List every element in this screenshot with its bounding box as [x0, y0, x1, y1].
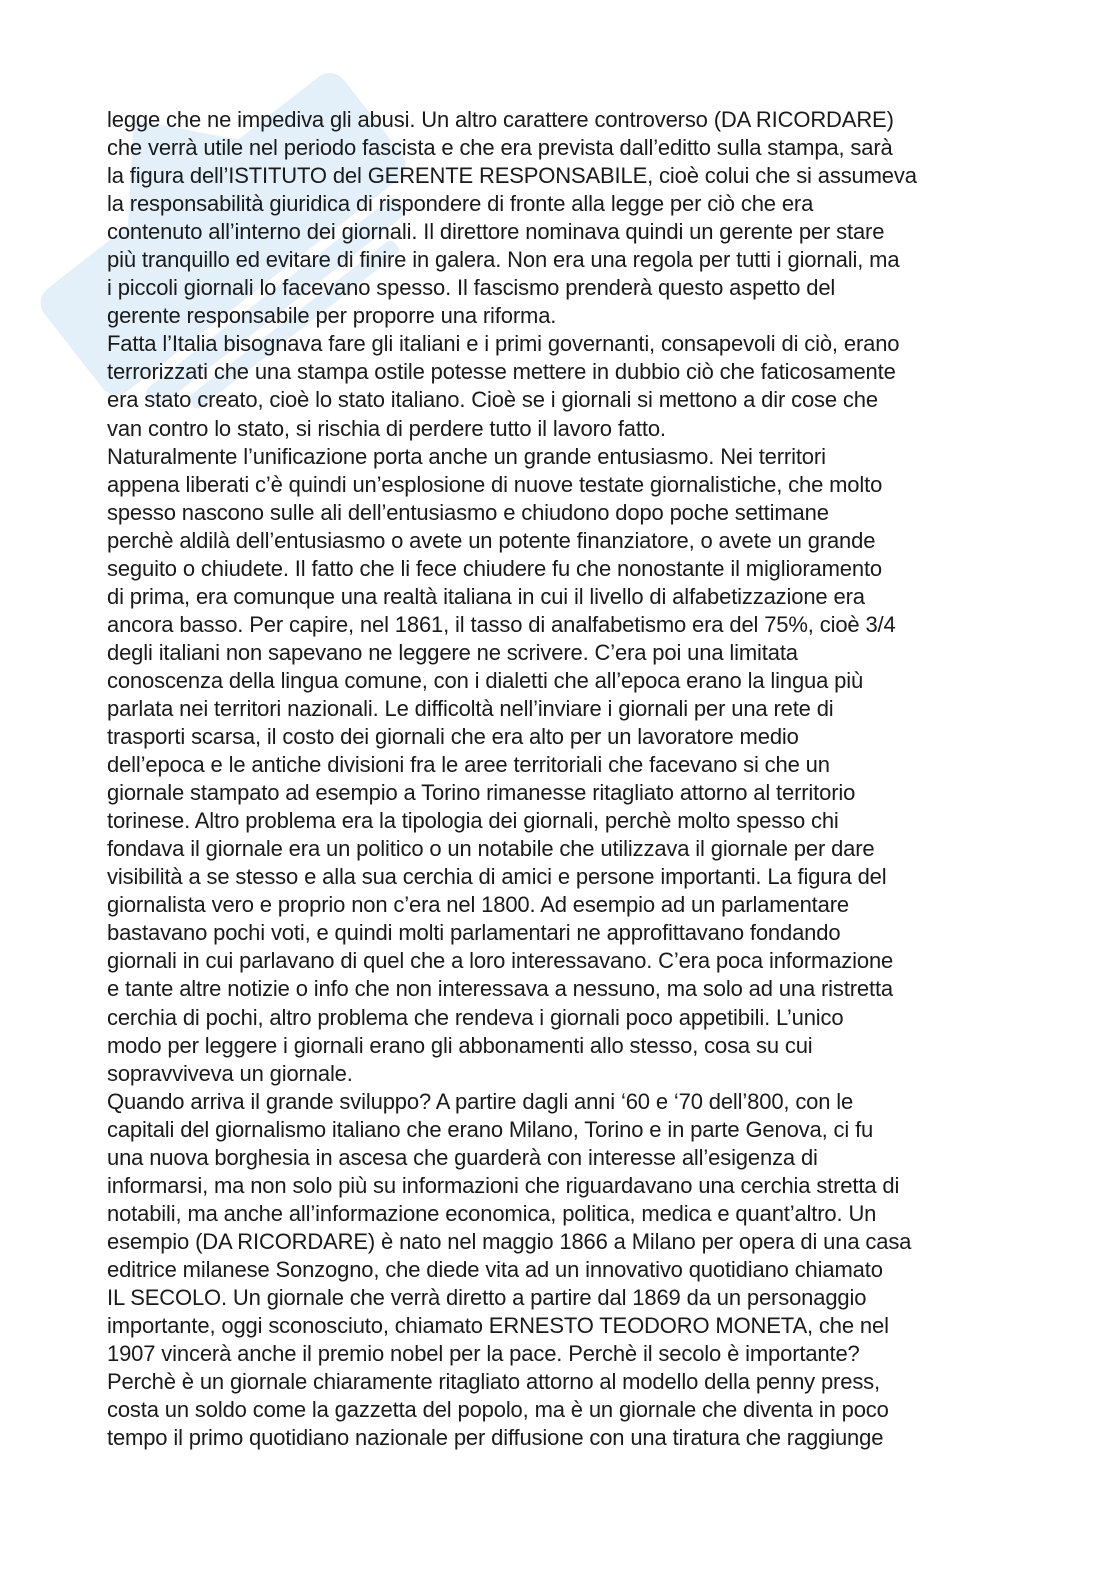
text-line: i piccoli giornali lo facevano spesso. Il fascismo prenderà questo aspetto del — [107, 275, 836, 301]
text-line: Naturalmente l’unificazione porta anche un grande entusiasmo. Nei territori — [107, 443, 826, 469]
text-line: informarsi, ma non solo più su informazioni che riguardavano una cerchia stretta di — [107, 1172, 900, 1198]
text-line: van contro lo stato, si rischia di perdere tutto il lavoro fatto. — [107, 415, 666, 441]
text-line: degli italiani non sapevano ne leggere ne scrivere. C’era poi una limitata — [107, 639, 798, 665]
text-line: la responsabilità giuridica di rispondere di fronte alla legge per ciò che era — [107, 191, 814, 217]
text-line: e tante altre notizie o info che non interessava a nessuno, ma solo ad una ristretta — [107, 976, 893, 1002]
text-line: di prima, era comunque una realtà italiana in cui il livello di alfabetizzazione era — [107, 583, 865, 609]
text-line: costa un soldo come la gazzetta del popolo, ma è un giornale che diventa in poco — [107, 1397, 889, 1423]
text-line: giornalista vero e proprio non c’era nel 1800. Ad esempio ad un parlamentare — [107, 892, 849, 918]
text-line: notabili, ma anche all’informazione economica, politica, medica e quant’altro. Un — [107, 1200, 877, 1226]
text-line: trasporti scarsa, il costo dei giornali che era alto per un lavoratore medio — [107, 724, 799, 750]
text-line: parlata nei territori nazionali. Le difficoltà nell’inviare i giornali per una rete di — [107, 695, 834, 721]
text-line: gerente responsabile per proporre una riforma. — [107, 303, 557, 329]
text-line: IL SECOLO. Un giornale che verrà diretto a partire dal 1869 da un personaggio — [107, 1284, 867, 1310]
text-line: editrice milanese Sonzogno, che diede vita ad un innovativo quotidiano chiamato — [107, 1256, 883, 1282]
text-line: contenuto all’interno dei giornali. Il direttore nominava quindi un gerente per stare — [107, 219, 885, 245]
text-line: Perchè è un giornale chiaramente ritagliato attorno al modello della penny press, — [107, 1369, 880, 1395]
text-line: perchè aldilà dell’entusiasmo o avete un potente finanziatore, o avete un grande — [107, 527, 876, 553]
text-line: appena liberati c’è quindi un’esplosione di nuove testate giornalistiche, che molto — [107, 471, 883, 497]
text-line: era stato creato, cioè lo stato italiano. Cioè se i giornali si mettono a dir cose che — [107, 387, 878, 413]
text-line: esempio (DA RICORDARE) è nato nel maggio 1866 a Milano per opera di una casa — [107, 1228, 912, 1254]
text-line: spesso nascono sulle ali dell’entusiasmo e chiudono dopo poche settimane — [107, 499, 829, 525]
text-line: seguito o chiudete. Il fatto che li fece chiudere fu che nonostante il miglioramento — [107, 555, 882, 581]
text-line: tempo il primo quotidiano nazionale per diffusione con una tiratura che raggiunge — [107, 1425, 884, 1451]
paragraph — [107, 443, 1012, 1088]
text-line: capitali del giornalismo italiano che erano Milano, Torino e in parte Genova, ci fu — [107, 1116, 874, 1142]
text-line: che verrà utile nel periodo fascista e che era prevista dall’editto sulla stampa, sarà — [107, 135, 893, 161]
text-line: conoscenza della lingua comune, con i dialetti che all’epoca erano la lingua più — [107, 667, 864, 693]
text-line: modo per leggere i giornali erano gli abbonamenti allo stesso, cosa su cui — [107, 1032, 813, 1058]
paragraph — [107, 330, 1012, 442]
text-line: la figura dell’ISTITUTO del GERENTE RESPONSABILE, cioè colui che si assumeva — [107, 163, 917, 189]
text-line: terrorizzati che una stampa ostile potesse mettere in dubbio ciò che faticosamente — [107, 359, 896, 385]
text-line: bastavano pochi voti, e quindi molti parlamentari ne approfittavano fondando — [107, 920, 841, 946]
text-line: Fatta l’Italia bisognava fare gli italiani e i primi governanti, consapevoli di ciò, erano — [107, 331, 900, 357]
text-line: legge che ne impediva gli abusi. Un altro carattere controverso (DA RICORDARE) — [107, 107, 894, 132]
text-line: 1907 vincerà anche il premio nobel per la pace. Perchè il secolo è importante? — [107, 1341, 860, 1367]
text-line: una nuova borghesia in ascesa che guarderà con interesse all’esigenza di — [107, 1144, 818, 1170]
text-line: dell’epoca e le antiche divisioni fra le aree territoriali che facevano si che un — [107, 752, 830, 778]
text-line: giornale stampato ad esempio a Torino rimanesse ritagliato attorno al territorio — [107, 780, 856, 806]
paragraph — [107, 1088, 1012, 1453]
text-line: visibilità a se stesso e alla sua cerchia di amici e persone importanti. La figura del — [107, 864, 887, 890]
text-line: Quando arriva il grande sviluppo? A partire dagli anni ‘60 e ‘70 dell’800, con le — [107, 1088, 854, 1114]
text-line: torinese. Altro problema era la tipologia dei giornali, perchè molto spesso chi — [107, 808, 839, 834]
document-body-text — [107, 106, 1012, 1452]
text-line: sopravviveva un giornale. — [107, 1060, 353, 1086]
text-line: importante, oggi sconosciuto, chiamato ERNESTO TEODORO MONETA, che nel — [107, 1313, 889, 1339]
text-line: giornali in cui parlavano di quel che a loro interessavano. C’era poca informazione — [107, 948, 894, 974]
text-line: ancora basso. Per capire, nel 1861, il tasso di analfabetismo era del 75%, cioè 3/4 — [107, 611, 896, 637]
text-line: cerchia di pochi, altro problema che rendeva i giornali poco appetibili. L’unico — [107, 1004, 844, 1030]
text-line: fondava il giornale era un politico o un notabile che utilizzava il giornale per dare — [107, 836, 875, 862]
text-line: più tranquillo ed evitare di finire in galera. Non era una regola per tutti i giornali, ma — [107, 247, 900, 273]
paragraph — [107, 106, 1012, 330]
